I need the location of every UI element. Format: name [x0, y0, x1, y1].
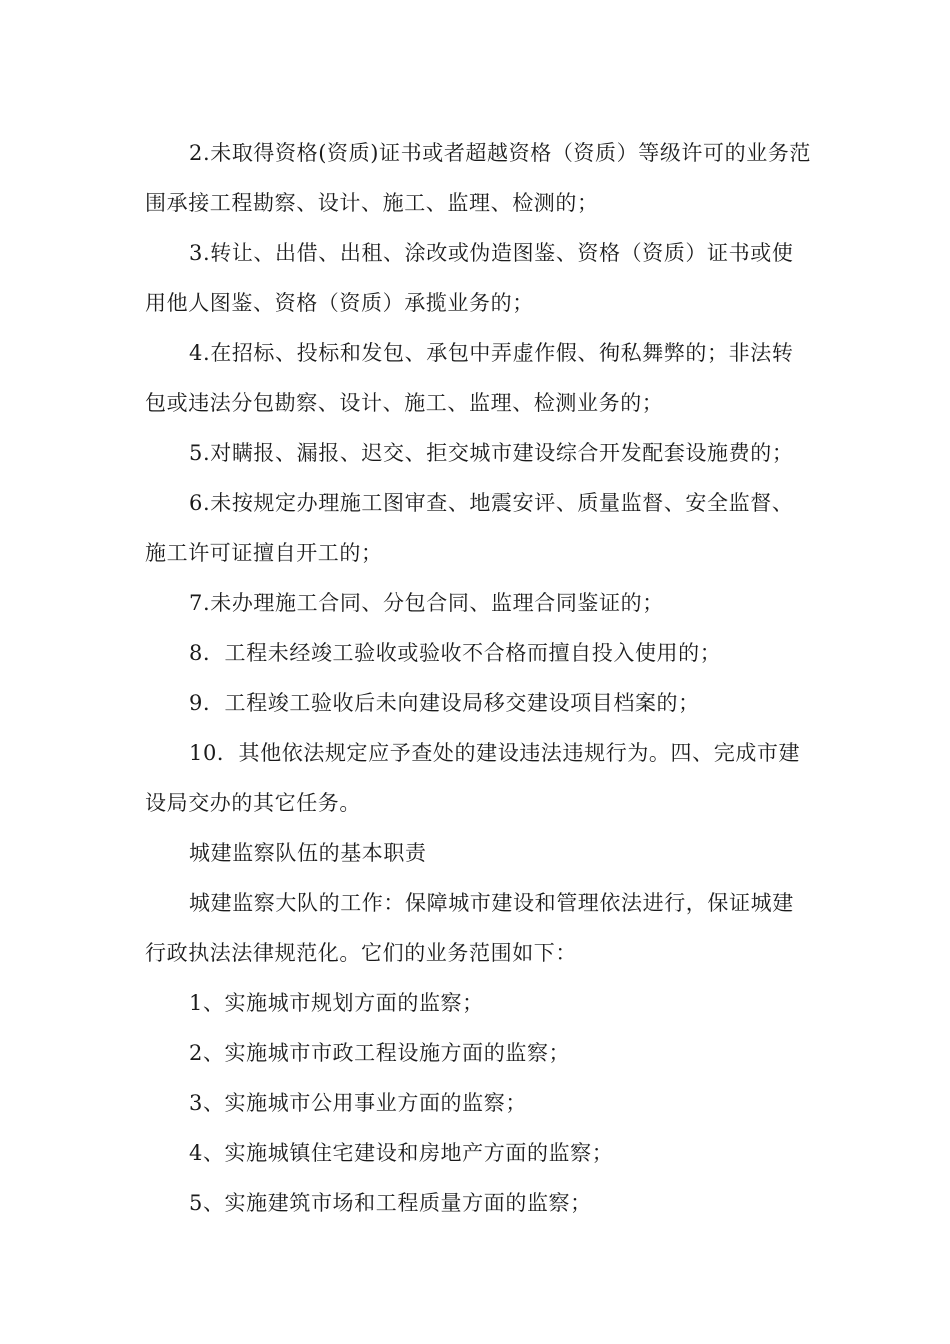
scope-item-2: 2、实施城市市政工程设施方面的监察； — [189, 1041, 571, 1065]
paragraph-item-7: 7.未办理施工合同、分包合同、监理合同鉴证的； — [189, 591, 664, 615]
paragraph-item-2: 2.未取得资格(资质)证书或者超越资格（资质）等级许可的业务范围承接工程勘察、设计、施工、监理、检测的； — [145, 141, 812, 215]
scope-item-1: 1、实施城市规划方面的监察； — [189, 991, 484, 1015]
scope-item-4: 4、实施城镇住宅建设和房地产方面的监察； — [189, 1141, 614, 1165]
section-heading: 城建监察队伍的基本职责 — [189, 841, 427, 865]
paragraph-item-6: 6.未按规定办理施工图审查、地震安评、质量监督、安全监督、施工许可证擅自开工的； — [145, 491, 794, 565]
scope-item-3: 3、实施城市公用事业方面的监察； — [189, 1091, 527, 1115]
scope-item-5: 5、实施建筑市场和工程质量方面的监察； — [189, 1191, 592, 1215]
paragraph-item-5: 5.对瞒报、漏报、迟交、拒交城市建设综合开发配套设施费的； — [189, 441, 794, 465]
document-body — [145, 128, 815, 1228]
paragraph-item-9: 9．工程竣工验收后未向建设局移交建设项目档案的； — [189, 691, 700, 715]
intro-paragraph: 城建监察大队的工作：保障城市建设和管理依法进行，保证城建行政执法法律规范化。它们的业务范围如下： — [145, 891, 794, 965]
paragraph-item-3: 3.转让、出借、出租、涂改或伪造图鉴、资格（资质）证书或使用他人图鉴、资格（资质）承揽业务的； — [145, 241, 794, 315]
paragraph-item-10: 10．其他依法规定应予查处的建设违法违规行为。四、完成市建设局交办的其它任务。 — [145, 741, 801, 815]
paragraph-item-4: 4.在招标、投标和发包、承包中弄虚作假、徇私舞弊的；非法转包或违法分包勘察、设计、施工、监理、检测业务的； — [145, 341, 794, 415]
paragraph-item-8: 8．工程未经竣工验收或验收不合格而擅自投入使用的； — [189, 641, 722, 665]
